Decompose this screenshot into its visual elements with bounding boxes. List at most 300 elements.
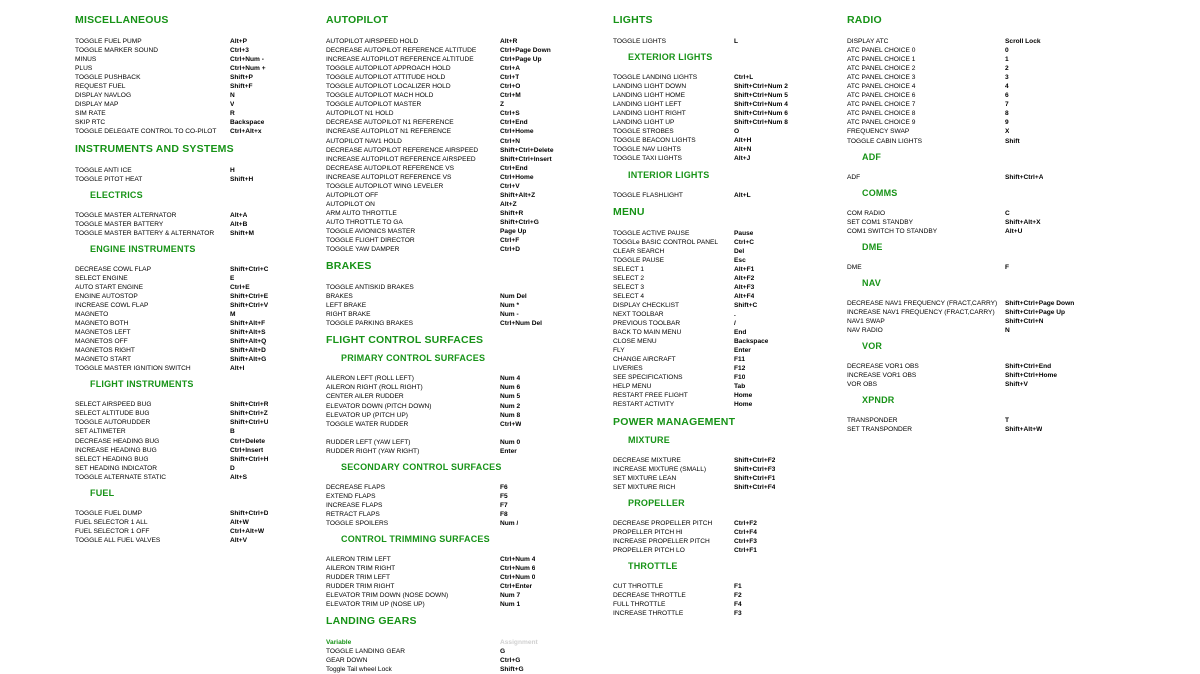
key-binding: Shift+Ctrl+Delete (500, 146, 554, 154)
key-binding: Ctrl+N (500, 137, 520, 145)
shortcut-row (75, 464, 305, 473)
key-binding: T (1005, 417, 1010, 425)
shortcut-row (613, 91, 835, 100)
action-label: RUDDER RIGHT (YAW RIGHT) (326, 447, 420, 455)
key-binding: Shift+Ctrl+A (1005, 173, 1044, 181)
key-binding: Shift+M (230, 229, 254, 237)
key-binding: M (230, 310, 236, 318)
action-label: INCREASE AUTOPILOT REFERENCE VS (326, 173, 452, 181)
key-binding: Ctrl+T (500, 74, 520, 82)
key-binding: Home (734, 392, 753, 400)
key-binding: Alt+N (734, 146, 752, 154)
shortcut-row (326, 591, 596, 600)
key-binding: F6 (500, 483, 508, 491)
action-label: ARM AUTO THROTTLE (326, 209, 397, 217)
action-label: INCREASE COWL FLAP (75, 301, 149, 309)
shortcut-row (326, 555, 596, 564)
action-label: Toggle Tail wheel Lock (326, 666, 392, 674)
key-binding: Alt+R (500, 38, 518, 45)
action-label: INCREASE VOR1 OBS (847, 372, 917, 380)
action-label: TOGGLE AUTOPILOT APPROACH HOLD (326, 65, 451, 73)
column-2 (326, 8, 596, 674)
action-label: CENTER AILER RUDDER (326, 393, 404, 401)
action-label: ATC PANEL CHOICE 3 (847, 74, 916, 82)
action-label: TOGGLE FUEL PUMP (75, 38, 142, 45)
key-binding: Ctrl+M (500, 92, 521, 100)
key-binding: 2 (1005, 65, 1009, 73)
action-label: MAGNETO BOTH (75, 320, 129, 328)
section-heading: INSTRUMENTS AND SYSTEMS (75, 142, 234, 155)
shortcut-row (326, 483, 596, 492)
shortcut-row (613, 600, 835, 609)
action-label: DECREASE AUTOPILOT REFERENCE VS (326, 164, 455, 172)
column-4 (847, 8, 1087, 434)
action-label: ENGINE AUTOSTOP (75, 292, 138, 300)
key-binding: Alt+F3 (734, 283, 755, 291)
action-label: ATC PANEL CHOICE 1 (847, 56, 916, 64)
key-binding: Shift+Ctrl+Num 6 (734, 110, 788, 118)
action-label: TOGGLE MARKER SOUND (75, 47, 159, 55)
shortcut-row (326, 429, 596, 438)
key-binding: Alt+A (230, 211, 248, 219)
action-label: SELECT 3 (613, 283, 645, 291)
action-label: DISPLAY ATC (847, 38, 889, 45)
section-heading: XPNDR (862, 395, 895, 406)
action-label: INCREASE FLAPS (326, 501, 383, 509)
key-binding: Shift+Ctrl+Num 4 (734, 101, 788, 109)
key-binding: Shift (1005, 137, 1020, 145)
action-label: TOGGLE ALL FUEL VALVES (75, 536, 161, 544)
section (326, 260, 596, 328)
key-binding: Shift+Ctrl+C (230, 265, 269, 273)
key-binding: Shift+F (230, 83, 253, 91)
key-binding: 1 (1005, 56, 1009, 64)
section (326, 14, 596, 254)
key-binding: B (230, 428, 235, 436)
key-binding: F7 (500, 501, 508, 509)
key-binding: Shift+Ctrl+F1 (734, 474, 776, 482)
key-binding: Del (734, 247, 745, 255)
shortcut-row (613, 127, 835, 136)
key-binding: Shift+Alt+X (1005, 218, 1041, 226)
shortcut-row (326, 420, 596, 429)
key-binding: Shift+Alt+W (1005, 426, 1043, 434)
key-binding: Ctrl+A (500, 65, 520, 73)
key-binding: F11 (734, 356, 745, 364)
shortcut-row (613, 136, 835, 145)
key-binding: Ctrl+End (500, 164, 528, 172)
action-label: INCREASE HEADING BUG (75, 446, 157, 454)
action-label: RESTART FREE FLIGHT (613, 392, 688, 400)
key-binding: Num 6 (500, 384, 521, 392)
shortcut-row (326, 438, 596, 447)
key-binding: Shift+Ctrl+End (1005, 362, 1052, 370)
shortcut-row (847, 82, 1087, 91)
action-label: DECREASE FLAPS (326, 483, 385, 491)
action-label: TOGGLE WATER RUDDER (326, 420, 409, 428)
section (847, 14, 1087, 146)
shortcut-row (326, 573, 596, 582)
action-label: SEE SPECIFICATIONS (613, 374, 683, 382)
action-label: SET TRANSPONDER (847, 426, 912, 434)
action-label: FREQUENCY SWAP (847, 128, 910, 136)
key-binding: Num 2 (500, 402, 521, 410)
section (75, 14, 305, 137)
key-binding: Shift+Ctrl+F4 (734, 483, 776, 491)
action-label: INCREASE AUTOPILOT REFERENCE AIRSPEED (326, 155, 476, 163)
key-binding: Page Up (500, 227, 527, 235)
action-label: TOGGLE AUTORUDDER (75, 419, 151, 427)
shortcut-row (326, 402, 596, 411)
key-binding: Num 8 (500, 411, 521, 419)
shortcut-row (75, 118, 305, 127)
action-label: ELEVATOR TRIM UP (NOSE UP) (326, 601, 425, 609)
action-label: SET MIXTURE RICH (613, 483, 676, 491)
key-binding: Ctrl+F2 (734, 519, 757, 527)
shortcut-row (613, 591, 835, 600)
key-binding: Shift+Ctrl+Z (230, 410, 268, 418)
shortcut-row (847, 55, 1087, 64)
action-label: DISPLAY MAP (75, 101, 119, 109)
key-binding: D (230, 464, 235, 472)
shortcut-row (613, 382, 835, 391)
shortcut-row (613, 328, 835, 337)
section-heading: ENGINE INSTRUMENTS (90, 243, 196, 254)
key-binding: Num 1 (500, 601, 521, 609)
shortcut-row (75, 292, 305, 301)
section (75, 379, 305, 481)
action-label: AILERON RIGHT (ROLL RIGHT) (326, 384, 423, 392)
key-binding: Home (734, 401, 753, 409)
action-label: TOGGLE LIGHTS (613, 38, 667, 45)
key-binding: Ctrl+F4 (734, 528, 757, 536)
shortcut-row (326, 564, 596, 573)
shortcut-row (613, 474, 835, 483)
action-label: INCREASE THROTTLE (613, 610, 684, 618)
section-heading: EXTERIOR LIGHTS (628, 52, 713, 63)
shortcut-row (75, 527, 305, 536)
section (847, 278, 1087, 335)
action-label: TOGGLE STROBES (613, 128, 674, 136)
action-label: ADF (847, 173, 861, 181)
key-binding: Esc (734, 256, 746, 264)
action-label: CUT THROTTLE (613, 582, 663, 590)
action-label: TOGGLE ANTISKID BRAKES (326, 284, 414, 292)
shortcut-row (326, 501, 596, 510)
key-binding: Shift+Ctrl+Insert (500, 155, 552, 163)
key-binding: F12 (734, 365, 746, 373)
key-binding: 3 (1005, 74, 1009, 82)
key-binding: F (1005, 263, 1010, 271)
shortcut-row (75, 473, 305, 482)
shortcut-row (326, 227, 596, 236)
shortcut-row (326, 218, 596, 227)
section-heading: POWER MANAGEMENT (613, 415, 736, 428)
shortcut-row (613, 118, 835, 127)
shortcut-row (75, 427, 305, 436)
action-label: BACK TO MAIN MENU (613, 329, 682, 337)
action-label: DME (847, 263, 862, 271)
action-label: INCREASE MIXTURE (SMALL) (613, 465, 707, 473)
section (326, 462, 596, 528)
action-label: FLY (613, 347, 625, 355)
shortcut-row (326, 209, 596, 218)
shortcut-row (75, 175, 305, 184)
key-binding: Shift+Ctrl+Num 8 (734, 119, 788, 127)
action-label: TOGGLE PUSHBACK (75, 74, 141, 82)
shortcut-row (326, 383, 596, 392)
shortcut-row (847, 109, 1087, 118)
key-binding: Scroll Lock (1005, 38, 1041, 45)
shortcut-row (613, 400, 835, 409)
key-binding: Ctrl+F3 (734, 537, 757, 545)
key-binding: Shift+Ctrl+Num 5 (734, 92, 788, 100)
shortcut-row (847, 73, 1087, 82)
action-label: AUTOPILOT NAV1 HOLD (326, 137, 402, 145)
shortcut-row (613, 609, 835, 618)
key-binding: Alt+L (734, 191, 751, 199)
key-binding: 6 (1005, 92, 1009, 100)
shortcut-row (613, 292, 835, 301)
shortcut-row (613, 100, 835, 109)
shortcut-row (75, 46, 305, 55)
shortcut-row (847, 37, 1087, 46)
section-heading: DME (862, 241, 883, 252)
action-label: PROPELLER PITCH LO (613, 546, 685, 554)
action-label: TOGGLE AUTOPILOT LOCALIZER HOLD (326, 83, 451, 91)
key-binding: F8 (500, 510, 508, 518)
shortcut-row (75, 446, 305, 455)
action-label: TOGGLE PARKING BRAKES (326, 320, 413, 328)
key-binding: Shift+Alt+Z (500, 191, 536, 199)
section-heading: FUEL (90, 487, 115, 498)
shortcut-row (326, 411, 596, 420)
key-binding: Backspace (734, 338, 769, 346)
section (326, 615, 596, 674)
shortcut-row (75, 229, 305, 238)
shortcut-row (75, 127, 305, 136)
action-label: TOGGLE PAUSE (613, 256, 665, 264)
key-binding: / (734, 320, 736, 328)
action-label: TOGGLE MASTER BATTERY (75, 220, 164, 228)
shortcut-row (613, 337, 835, 346)
key-binding: End (734, 329, 747, 337)
action-label: SET MIXTURE LEAN (613, 474, 677, 482)
action-label: SELECT AIRSPEED BUG (75, 401, 152, 409)
key-binding: 9 (1005, 119, 1009, 127)
section (613, 561, 835, 618)
action-label: Variable (326, 639, 352, 647)
shortcut-row (613, 229, 835, 238)
shortcut-row (75, 265, 305, 274)
shortcut-row (75, 211, 305, 220)
action-label: TOGGLE AVIONICS MASTER (326, 227, 416, 235)
key-binding: Ctrl+Home (500, 173, 534, 181)
section (613, 435, 835, 492)
shortcut-row (613, 456, 835, 465)
key-binding: Shift+Ctrl+F2 (734, 456, 776, 464)
action-label: EXTEND FLAPS (326, 492, 376, 500)
shortcut-row (326, 392, 596, 401)
section (75, 190, 305, 238)
action-label: DECREASE MIXTURE (613, 456, 681, 464)
action-label: TOGGLE FLIGHT DIRECTOR (326, 237, 415, 245)
key-binding: Ctrl+F (500, 237, 520, 245)
shortcut-row (326, 109, 596, 118)
shortcut-row (847, 362, 1087, 371)
key-binding: Shift+Ctrl+Num 2 (734, 83, 788, 91)
key-binding: R (230, 110, 235, 118)
section-heading: RADIO (847, 14, 882, 26)
action-label: AILERON TRIM LEFT (326, 556, 391, 564)
shortcut-row (326, 447, 596, 456)
key-binding: Shift+Alt+Q (230, 338, 267, 346)
section-heading: MIXTURE (628, 434, 670, 445)
section-heading: ADF (862, 151, 882, 162)
shortcut-row (613, 73, 835, 82)
shortcut-row (75, 346, 305, 355)
key-binding: Alt+J (734, 155, 751, 163)
action-label: REQUEST FUEL (75, 83, 126, 91)
shortcut-row (326, 127, 596, 136)
action-label: PROPELLER PITCH HI (613, 528, 683, 536)
key-binding: Shift+Ctrl+Page Down (1005, 299, 1075, 307)
shortcut-row (75, 355, 305, 364)
key-binding: Shift+R (500, 209, 524, 217)
shortcut-row (75, 301, 305, 310)
section (75, 244, 305, 374)
shortcut-row (613, 582, 835, 591)
shortcut-row (613, 465, 835, 474)
shortcut-row (613, 191, 835, 200)
shortcut-row (326, 638, 596, 647)
key-binding: 7 (1005, 101, 1009, 109)
action-label: ATC PANEL CHOICE 6 (847, 92, 916, 100)
key-binding: X (1005, 128, 1010, 136)
shortcut-row (75, 91, 305, 100)
key-binding: Ctrl+E (230, 283, 250, 291)
shortcut-row (75, 509, 305, 518)
key-binding: Ctrl+L (734, 74, 754, 82)
section (613, 52, 835, 163)
key-binding: Alt+F1 (734, 265, 755, 273)
key-binding: Ctrl+Num 6 (500, 565, 536, 573)
action-label: SELECT HEADING BUG (75, 455, 149, 463)
key-binding: Z (500, 101, 505, 109)
shortcut-row (75, 418, 305, 427)
section-heading: PRIMARY CONTROL SURFACES (341, 353, 486, 364)
shortcut-row (75, 437, 305, 446)
action-label: TOGGLE BEACON LIGHTS (613, 137, 696, 145)
key-binding: Num 4 (500, 375, 521, 383)
key-binding: L (734, 38, 739, 45)
shortcut-row (326, 665, 596, 674)
shortcut-row (613, 265, 835, 274)
shortcut-row (326, 173, 596, 182)
shortcut-row (847, 127, 1087, 136)
shortcut-row (75, 310, 305, 319)
shortcut-row (326, 146, 596, 155)
shortcut-row (75, 337, 305, 346)
action-label: TOGGLe BASIC CONTROL PANEL (613, 238, 719, 246)
action-label: INCREASE PROPELLER PITCH (613, 537, 710, 545)
section-heading: MISCELLANEOUS (75, 14, 169, 26)
key-binding: F10 (734, 374, 746, 382)
action-label: CHANGE AIRCRAFT (613, 356, 676, 364)
shortcut-row (75, 518, 305, 527)
section-heading: LIGHTS (613, 14, 653, 26)
action-label: ATC PANEL CHOICE 9 (847, 119, 916, 127)
shortcut-row (847, 380, 1087, 389)
action-label: ATC PANEL CHOICE 7 (847, 101, 916, 109)
section-heading: LANDING GEARS (326, 615, 417, 628)
section (75, 143, 305, 184)
key-binding: Ctrl+Enter (500, 583, 533, 591)
action-label: ATC PANEL CHOICE 0 (847, 47, 916, 55)
key-binding: Ctrl+Num 0 (500, 574, 536, 582)
action-label: LANDING LIGHT UP (613, 119, 675, 127)
action-label: MINUS (75, 56, 97, 64)
section (847, 341, 1087, 389)
shortcut-row (326, 64, 596, 73)
key-binding: Num * (500, 302, 520, 310)
shortcut-row (326, 245, 596, 254)
action-label: RUDDER TRIM RIGHT (326, 583, 395, 591)
action-label: SIM RATE (75, 110, 106, 118)
shortcut-row (847, 299, 1087, 308)
shortcut-row (847, 263, 1087, 272)
shortcut-row (326, 582, 596, 591)
key-binding: G (500, 648, 506, 656)
action-label: TOGGLE LANDING LIGHTS (613, 74, 698, 82)
key-binding: O (734, 128, 740, 136)
shortcut-row (326, 73, 596, 82)
key-binding: Ctrl+W (500, 420, 522, 428)
action-label: ATC PANEL CHOICE 8 (847, 110, 916, 118)
shortcut-row (75, 536, 305, 545)
key-binding: Ctrl+G (500, 657, 521, 665)
action-label: TOGGLE TAXI LIGHTS (613, 155, 682, 163)
column-1 (75, 8, 305, 545)
section-heading: SECONDARY CONTROL SURFACES (341, 461, 502, 472)
shortcut-row (326, 155, 596, 164)
action-label: TOGGLE ACTIVE PAUSE (613, 229, 690, 237)
action-label: PLUS (75, 65, 93, 73)
key-binding: Alt+I (230, 365, 245, 373)
shortcut-row (75, 64, 305, 73)
key-binding: Shift+C (734, 301, 758, 309)
action-label: COM1 SWITCH TO STANDBY (847, 227, 938, 235)
action-label: NAV RADIO (847, 326, 883, 334)
key-binding: Shift+Alt+G (230, 356, 267, 364)
shortcut-row (613, 364, 835, 373)
shortcut-row (847, 137, 1087, 146)
action-label: SET HEADING INDICATOR (75, 464, 158, 472)
shortcut-row (75, 319, 305, 328)
action-label: TOGGLE NAV LIGHTS (613, 146, 681, 154)
section-heading: FLIGHT INSTRUMENTS (90, 379, 194, 390)
shortcut-row (326, 100, 596, 109)
section-heading: AUTOPILOT (326, 14, 389, 26)
action-label: TOGGLE MASTER BATTERY & ALTERNATOR (75, 229, 215, 237)
key-binding: Alt+F2 (734, 274, 755, 282)
key-binding: Num Del (500, 293, 527, 301)
key-binding: Pause (734, 229, 754, 237)
key-binding: Backspace (230, 119, 265, 127)
shortcut-row (326, 164, 596, 173)
shortcut-row (847, 425, 1087, 434)
section (326, 534, 596, 609)
